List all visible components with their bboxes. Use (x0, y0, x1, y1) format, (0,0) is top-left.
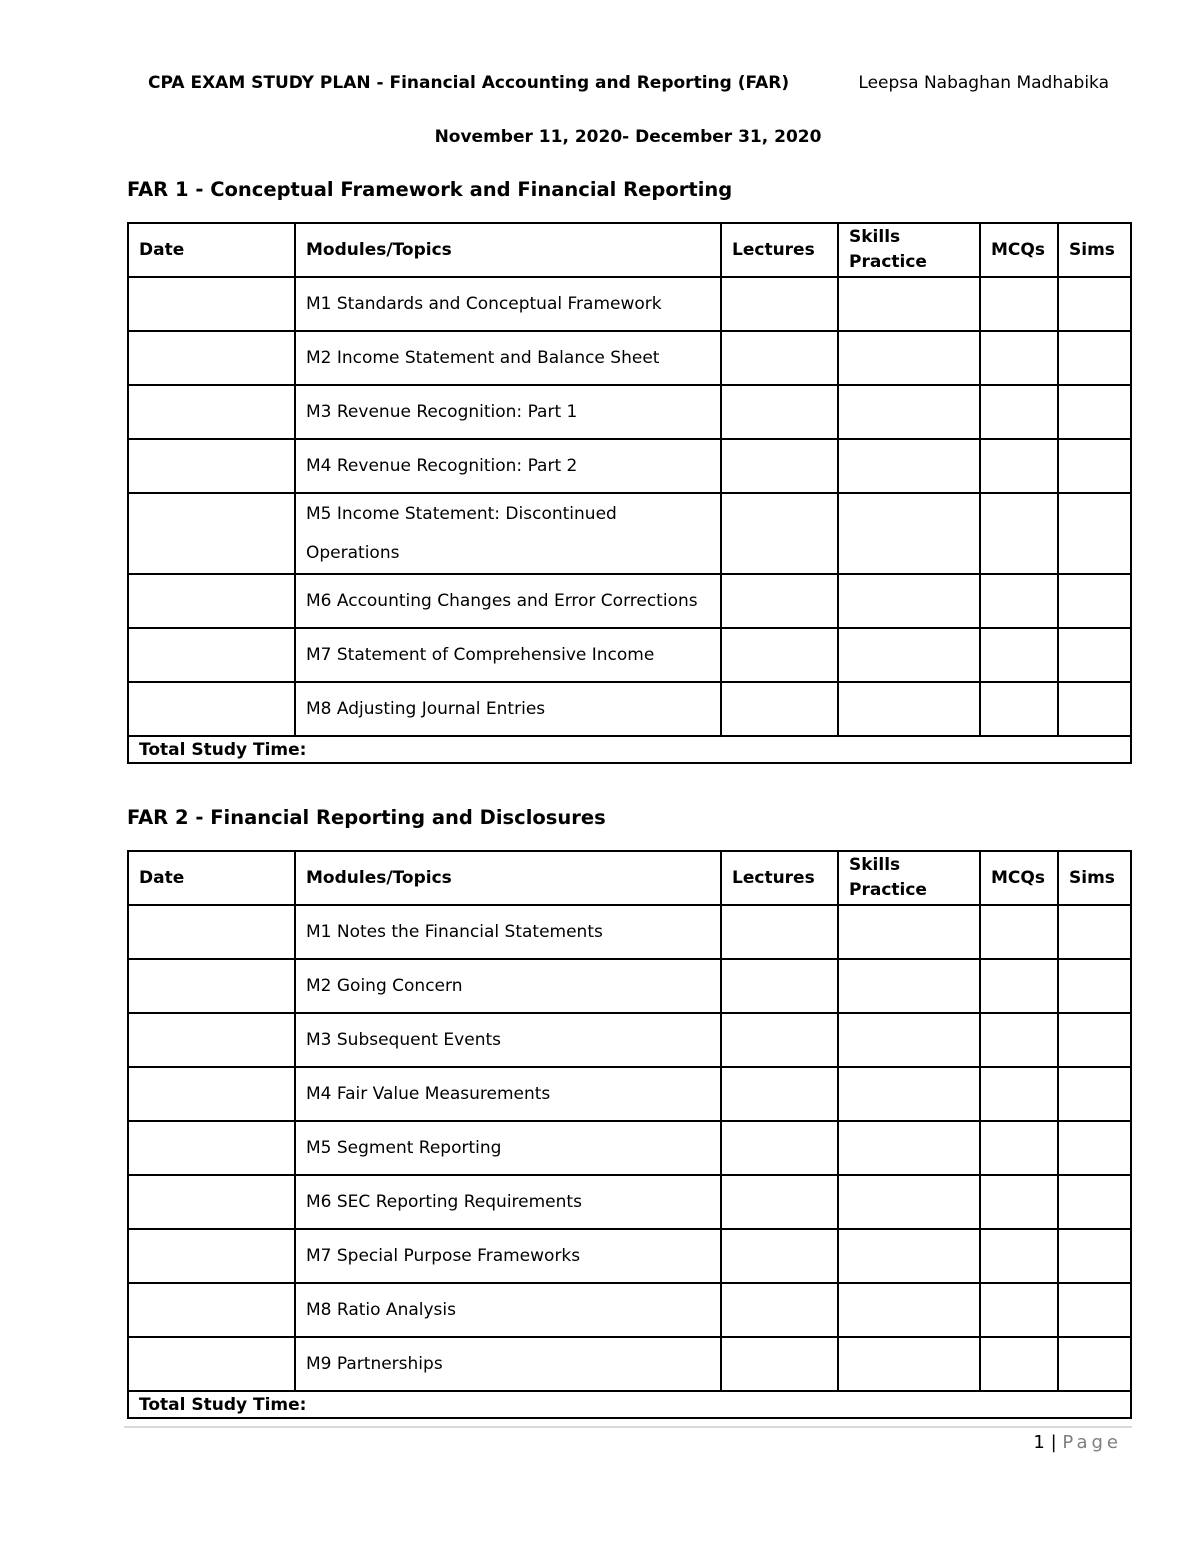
date-cell[interactable] (128, 682, 295, 736)
mcqs-cell[interactable] (980, 439, 1058, 493)
topic-cell: M4 Revenue Recognition: Part 2 (295, 439, 721, 493)
table-row (128, 1229, 1131, 1283)
sims-cell[interactable] (1058, 1013, 1131, 1067)
total-row (128, 1391, 1131, 1418)
sims-cell[interactable] (1058, 277, 1131, 331)
col-header-lectures: Lectures (721, 223, 838, 277)
lectures-cell[interactable] (721, 1283, 838, 1337)
date-cell[interactable] (128, 905, 295, 959)
date-cell[interactable] (128, 959, 295, 1013)
topic-cell: M4 Fair Value Measurements (295, 1067, 721, 1121)
date-cell[interactable] (128, 493, 295, 574)
skills-practice-cell[interactable] (838, 385, 980, 439)
table-row (128, 331, 1131, 385)
footer-divider (124, 1426, 1132, 1428)
topic-cell: M2 Going Concern (295, 959, 721, 1013)
mcqs-cell[interactable] (980, 1013, 1058, 1067)
sims-cell[interactable] (1058, 574, 1131, 628)
date-cell[interactable] (128, 1175, 295, 1229)
col-header-sims: Sims (1058, 851, 1131, 905)
table-row (128, 277, 1131, 331)
sims-cell[interactable] (1058, 331, 1131, 385)
sims-cell[interactable] (1058, 1067, 1131, 1121)
mcqs-cell[interactable] (980, 959, 1058, 1013)
col-header-topics: Modules/Topics (295, 851, 721, 905)
date-cell[interactable] (128, 1067, 295, 1121)
skills-practice-cell[interactable] (838, 439, 980, 493)
sims-cell[interactable] (1058, 385, 1131, 439)
skills-practice-cell[interactable] (838, 1283, 980, 1337)
topic-cell: M8 Ratio Analysis (295, 1283, 721, 1337)
table-row (128, 1121, 1131, 1175)
sims-cell[interactable] (1058, 439, 1131, 493)
page-footer (1033, 1432, 1122, 1453)
table-row (128, 1175, 1131, 1229)
topic-cell: M8 Adjusting Journal Entries (295, 682, 721, 736)
mcqs-cell[interactable] (980, 1337, 1058, 1391)
skills-practice-cell[interactable] (838, 682, 980, 736)
page-separator: | (1050, 1432, 1057, 1453)
date-cell[interactable] (128, 1013, 295, 1067)
far2-section-title: FAR 2 - Financial Reporting and Disclosures (127, 806, 606, 829)
topic-cell: M9 Partnerships (295, 1337, 721, 1391)
date-cell[interactable] (128, 1283, 295, 1337)
date-cell[interactable] (128, 385, 295, 439)
sims-cell[interactable] (1058, 1229, 1131, 1283)
date-cell[interactable] (128, 574, 295, 628)
mcqs-cell[interactable] (980, 905, 1058, 959)
skills-practice-cell[interactable] (838, 1067, 980, 1121)
lectures-cell[interactable] (721, 905, 838, 959)
total-study-time-label: Total Study Time: (128, 1391, 1131, 1418)
table-row (128, 385, 1131, 439)
col-header-date: Date (128, 223, 295, 277)
mcqs-cell[interactable] (980, 493, 1058, 574)
table-row (128, 574, 1131, 628)
col-header-skills-practice: Skills Practice (838, 223, 980, 277)
skills-practice-cell[interactable] (838, 493, 980, 574)
total-study-time-label: Total Study Time: (128, 736, 1131, 763)
mcqs-cell[interactable] (980, 1175, 1058, 1229)
lectures-cell[interactable] (721, 1067, 838, 1121)
sims-cell[interactable] (1058, 1283, 1131, 1337)
topic-cell: M1 Standards and Conceptual Framework (295, 277, 721, 331)
lectures-cell[interactable] (721, 628, 838, 682)
skills-practice-cell[interactable] (838, 574, 980, 628)
lectures-cell[interactable] (721, 1175, 838, 1229)
date-cell[interactable] (128, 439, 295, 493)
col-header-mcqs: MCQs (980, 223, 1058, 277)
total-row (128, 736, 1131, 763)
date-cell[interactable] (128, 1229, 295, 1283)
lectures-cell[interactable] (721, 277, 838, 331)
lectures-cell[interactable] (721, 1121, 838, 1175)
sims-cell[interactable] (1058, 1175, 1131, 1229)
skills-practice-cell[interactable] (838, 1121, 980, 1175)
skills-practice-cell[interactable] (838, 628, 980, 682)
page-number: 1 (1033, 1432, 1045, 1453)
far2-study-table (127, 850, 1132, 1419)
lectures-cell[interactable] (721, 331, 838, 385)
topic-cell: M5 Income Statement: Discontinued Operations (295, 493, 721, 574)
date-cell[interactable] (128, 628, 295, 682)
sims-cell[interactable] (1058, 1337, 1131, 1391)
skills-practice-cell[interactable] (838, 1229, 980, 1283)
topic-cell: M7 Statement of Comprehensive Income (295, 628, 721, 682)
table-row (128, 1013, 1131, 1067)
mcqs-cell[interactable] (980, 574, 1058, 628)
lectures-cell[interactable] (721, 1229, 838, 1283)
skills-practice-cell[interactable] (838, 1175, 980, 1229)
col-header-sims: Sims (1058, 223, 1131, 277)
skills-practice-cell[interactable] (838, 1013, 980, 1067)
page-label: Page (1062, 1432, 1122, 1453)
table-row (128, 493, 1131, 574)
table-row (128, 1283, 1131, 1337)
topic-cell: M6 SEC Reporting Requirements (295, 1175, 721, 1229)
topic-cell: M2 Income Statement and Balance Sheet (295, 331, 721, 385)
sims-cell[interactable] (1058, 1121, 1131, 1175)
date-cell[interactable] (128, 277, 295, 331)
mcqs-cell[interactable] (980, 331, 1058, 385)
sims-cell[interactable] (1058, 905, 1131, 959)
mcqs-cell[interactable] (980, 1283, 1058, 1337)
lectures-cell[interactable] (721, 574, 838, 628)
col-header-mcqs: MCQs (980, 851, 1058, 905)
lectures-cell[interactable] (721, 493, 838, 574)
col-header-lectures: Lectures (721, 851, 838, 905)
date-cell[interactable] (128, 1121, 295, 1175)
date-cell[interactable] (128, 1337, 295, 1391)
mcqs-cell[interactable] (980, 1067, 1058, 1121)
col-header-date: Date (128, 851, 295, 905)
sims-cell[interactable] (1058, 959, 1131, 1013)
document-title: CPA EXAM STUDY PLAN - Financial Accounting and Reporting (FAR) (148, 73, 790, 93)
table-row (128, 959, 1131, 1013)
topic-cell: M1 Notes the Financial Statements (295, 905, 721, 959)
col-header-topics: Modules/Topics (295, 223, 721, 277)
skills-practice-cell[interactable] (838, 1337, 980, 1391)
topic-cell: M6 Accounting Changes and Error Corrections (295, 574, 721, 628)
lectures-cell[interactable] (721, 439, 838, 493)
topic-cell: M5 Segment Reporting (295, 1121, 721, 1175)
table-row (128, 905, 1131, 959)
lectures-cell[interactable] (721, 1013, 838, 1067)
skills-practice-cell[interactable] (838, 331, 980, 385)
lectures-cell[interactable] (721, 1337, 838, 1391)
table-row (128, 628, 1131, 682)
mcqs-cell[interactable] (980, 628, 1058, 682)
mcqs-cell[interactable] (980, 1229, 1058, 1283)
topic-cell: M3 Subsequent Events (295, 1013, 721, 1067)
lectures-cell[interactable] (721, 385, 838, 439)
sims-cell[interactable] (1058, 682, 1131, 736)
mcqs-cell[interactable] (980, 682, 1058, 736)
lectures-cell[interactable] (721, 959, 838, 1013)
sims-cell[interactable] (1058, 628, 1131, 682)
date-cell[interactable] (128, 331, 295, 385)
mcqs-cell[interactable] (980, 385, 1058, 439)
far1-section-title: FAR 1 - Conceptual Framework and Financial Reporting (127, 178, 733, 201)
lectures-cell[interactable] (721, 682, 838, 736)
sims-cell[interactable] (1058, 493, 1131, 574)
skills-practice-cell[interactable] (838, 959, 980, 1013)
col-header-skills-practice: Skills Practice (838, 851, 980, 905)
author-name: Leepsa Nabaghan Madhabika (858, 73, 1109, 93)
table-row (128, 439, 1131, 493)
mcqs-cell[interactable] (980, 277, 1058, 331)
table-header-row (128, 223, 1131, 277)
table-row (128, 1337, 1131, 1391)
topic-cell: M7 Special Purpose Frameworks (295, 1229, 721, 1283)
skills-practice-cell[interactable] (838, 277, 980, 331)
mcqs-cell[interactable] (980, 1121, 1058, 1175)
table-row (128, 682, 1131, 736)
date-range: November 11, 2020- December 31, 2020 (434, 127, 822, 147)
far1-study-table (127, 222, 1132, 764)
table-row (128, 1067, 1131, 1121)
table-header-row (128, 851, 1131, 905)
skills-practice-cell[interactable] (838, 905, 980, 959)
topic-cell: M3 Revenue Recognition: Part 1 (295, 385, 721, 439)
